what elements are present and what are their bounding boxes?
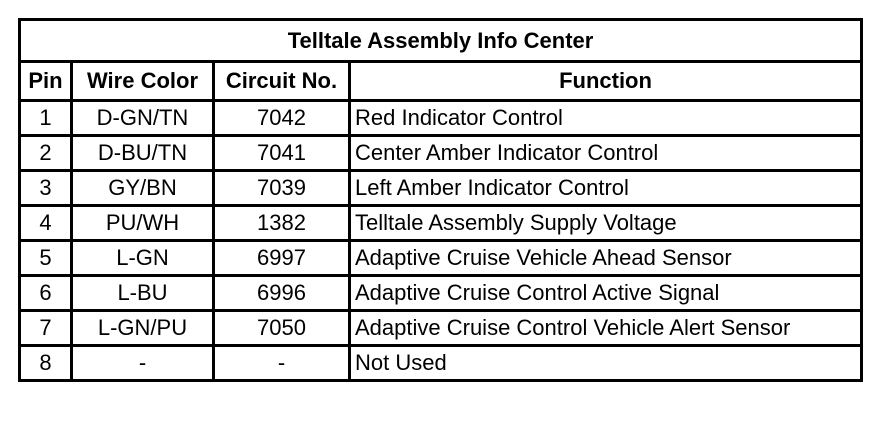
- header-circuit-no: Circuit No.: [214, 62, 350, 101]
- circuit-cell: 1382: [214, 206, 350, 241]
- wire-color-cell: D-GN/TN: [72, 101, 214, 136]
- table-row: [20, 101, 862, 136]
- function-cell: Red Indicator Control: [350, 101, 862, 136]
- wire-color-cell: L-GN: [72, 241, 214, 276]
- function-cell: Adaptive Cruise Vehicle Ahead Sensor: [350, 241, 862, 276]
- pin-cell: 3: [20, 171, 72, 206]
- pin-cell: 6: [20, 276, 72, 311]
- circuit-cell: -: [214, 346, 350, 381]
- wire-color-cell: L-BU: [72, 276, 214, 311]
- header-function: Function: [350, 62, 862, 101]
- table-row: [20, 241, 862, 276]
- wire-color-cell: PU/WH: [72, 206, 214, 241]
- pin-cell: 5: [20, 241, 72, 276]
- table-row: [20, 346, 862, 381]
- circuit-cell: 7050: [214, 311, 350, 346]
- table-title-row: [20, 20, 862, 62]
- table-title: Telltale Assembly Info Center: [20, 20, 862, 62]
- connector-pinout-table: [18, 18, 863, 382]
- circuit-cell: 7042: [214, 101, 350, 136]
- wire-color-cell: D-BU/TN: [72, 136, 214, 171]
- circuit-cell: 7041: [214, 136, 350, 171]
- function-cell: Not Used: [350, 346, 862, 381]
- wire-color-cell: GY/BN: [72, 171, 214, 206]
- table-row: [20, 136, 862, 171]
- table-row: [20, 206, 862, 241]
- wire-color-cell: -: [72, 346, 214, 381]
- pin-cell: 2: [20, 136, 72, 171]
- function-cell: Center Amber Indicator Control: [350, 136, 862, 171]
- circuit-cell: 7039: [214, 171, 350, 206]
- table-row: [20, 171, 862, 206]
- function-cell: Telltale Assembly Supply Voltage: [350, 206, 862, 241]
- function-cell: Adaptive Cruise Control Active Signal: [350, 276, 862, 311]
- header-wire-color: Wire Color: [72, 62, 214, 101]
- pin-cell: 1: [20, 101, 72, 136]
- function-cell: Adaptive Cruise Control Vehicle Alert Sensor: [350, 311, 862, 346]
- wire-color-cell: L-GN/PU: [72, 311, 214, 346]
- table-row: [20, 276, 862, 311]
- function-cell: Left Amber Indicator Control: [350, 171, 862, 206]
- circuit-cell: 6996: [214, 276, 350, 311]
- circuit-cell: 6997: [214, 241, 350, 276]
- header-pin: Pin: [20, 62, 72, 101]
- pin-cell: 8: [20, 346, 72, 381]
- table-row: [20, 311, 862, 346]
- table-header-row: [20, 62, 862, 101]
- pin-cell: 4: [20, 206, 72, 241]
- pin-cell: 7: [20, 311, 72, 346]
